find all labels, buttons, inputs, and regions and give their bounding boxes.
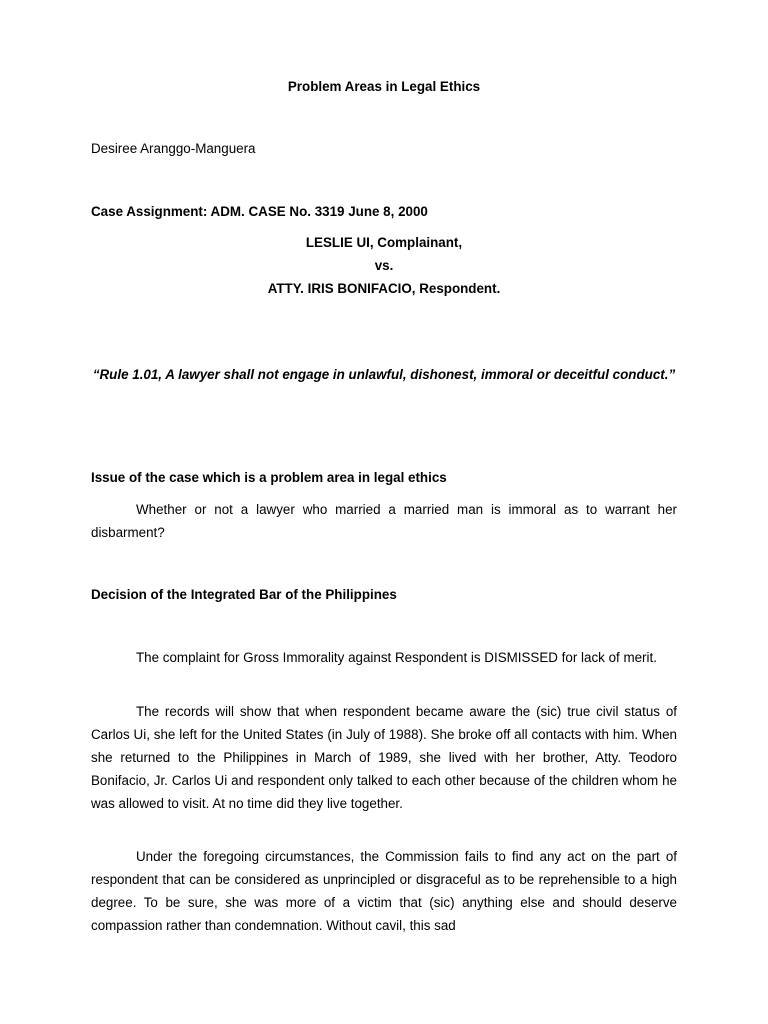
- complainant-line: LESLIE UI, Complainant,: [305, 235, 463, 250]
- decision-paragraph-3: Under the foregoing circumstances, the Commission fails to find any act on the part of respondent that can be considered as unprincipled or disgraceful as to be reprehensible to a high degree. To be sure, she was more of a victim that (sic) anything else and should deserve compassion rather than condemnation. Without cavil, this sad: [91, 849, 677, 933]
- issue-heading: Issue of the case which is a problem area in legal ethics: [91, 470, 447, 485]
- decision-heading: Decision of the Integrated Bar of the Philippines: [91, 587, 397, 602]
- issue-text: Whether or not a lawyer who married a married man is immoral as to warrant her disbarment?: [91, 502, 677, 540]
- case-assignment: Case Assignment: ADM. CASE No. 3319 June 8, 2000: [91, 204, 428, 219]
- rule-quote: “Rule 1.01, A lawyer shall not engage in unlawful, dishonest, immoral or deceitful conduct.”: [92, 367, 676, 382]
- decision-paragraph-2: The records will show that when respondent became aware the (sic) true civil status of Carlos Ui, she left for the United States (in July of 1988). She broke off all contacts with him. When she returned to the Philippines in March of 1989, she lived with her brother, Atty. Teodoro Bonifacio, Jr. Carlos Ui and respondent only talked to each other because of the children whom he was allowed to visit. At no time did they live together.: [91, 704, 677, 811]
- decision-paragraph-1: The complaint for Gross Immorality against Respondent is DISMISSED for lack of merit.: [136, 650, 657, 665]
- author-name: Desiree Aranggo-Manguera: [91, 141, 256, 156]
- document-title: Problem Areas in Legal Ethics: [287, 79, 481, 94]
- respondent-line: ATTY. IRIS BONIFACIO, Respondent.: [267, 281, 501, 296]
- versus-line: vs.: [374, 258, 394, 273]
